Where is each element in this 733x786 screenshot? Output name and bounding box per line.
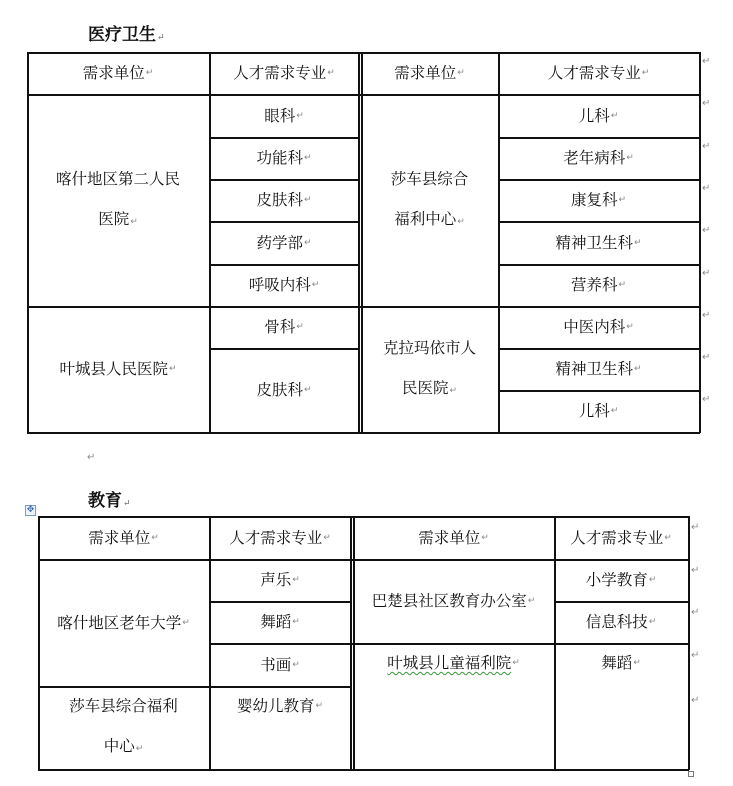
major-cell: 舞蹈 ↵ bbox=[260, 613, 300, 631]
paragraph-mark: ↵ bbox=[87, 452, 96, 463]
major-cell: 声乐 ↵ bbox=[260, 571, 300, 589]
major-cell: 儿科 ↵ bbox=[578, 402, 619, 420]
major-cell: 皮肤科 ↵ bbox=[256, 191, 312, 209]
major-cell: 中医内科 ↵ bbox=[563, 318, 634, 336]
major-cell: 精神卫生科 ↵ bbox=[555, 360, 642, 378]
unit-cell: 莎车县综合 福利中心↵ bbox=[390, 169, 469, 228]
major-cell: 儿科 ↵ bbox=[578, 106, 619, 125]
major-cell: 药学部 ↵ bbox=[256, 233, 312, 252]
major-cell: 老年病科 ↵ bbox=[563, 149, 634, 167]
header-major: 人才需求专业 ↵ bbox=[547, 64, 650, 82]
major-cell: 书画 ↵ bbox=[260, 655, 300, 674]
unit-cell: 克拉玛依市人 民医院↵ bbox=[382, 338, 476, 397]
unit-cell: 叶城县儿童福利院 ↵ bbox=[387, 654, 520, 672]
unit-cell: 巴楚县社区教育办公室 ↵ bbox=[371, 592, 536, 610]
major-cell: 呼吸内科 ↵ bbox=[248, 276, 320, 294]
major-cell: 眼科 ↵ bbox=[264, 106, 304, 125]
major-cell: 精神卫生科 ↵ bbox=[555, 233, 642, 252]
section-title-medical: 医疗卫生↵ bbox=[88, 25, 165, 45]
major-cell: 营养科 ↵ bbox=[570, 276, 627, 294]
major-cell: 婴幼儿教育 ↵ bbox=[236, 697, 324, 715]
major-cell: 小学教育 ↵ bbox=[585, 571, 657, 589]
major-cell: 皮肤科 ↵ bbox=[256, 381, 312, 399]
header-unit: 需求单位 ↵ bbox=[82, 64, 154, 82]
table-resize-handle-icon[interactable] bbox=[688, 771, 694, 777]
header-major: 人才需求专业 ↵ bbox=[570, 528, 672, 547]
table-move-handle-icon[interactable]: ✥ bbox=[26, 505, 35, 515]
unit-cell: 莎车县综合福利 中心↵ bbox=[69, 697, 178, 755]
header-major: 人才需求专业 ↵ bbox=[233, 64, 335, 82]
major-cell: 骨科 ↵ bbox=[264, 318, 304, 336]
major-cell: 功能科 ↵ bbox=[256, 149, 312, 167]
major-cell: 信息科技 ↵ bbox=[585, 613, 657, 631]
unit-cell: 喀什地区老年大学 ↵ bbox=[57, 613, 190, 632]
major-cell: 舞蹈 ↵ bbox=[601, 654, 641, 672]
unit-cell: 叶城县人民医院 ↵ bbox=[59, 360, 177, 378]
header-unit: 需求单位 ↵ bbox=[394, 64, 465, 82]
header-major: 人才需求专业 ↵ bbox=[229, 528, 331, 547]
unit-cell: 喀什地区第二人民 医院↵ bbox=[55, 169, 180, 228]
header-unit: 需求单位 ↵ bbox=[88, 528, 159, 547]
section-title-education: 教育↵ bbox=[88, 491, 131, 511]
major-cell: 康复科 ↵ bbox=[570, 191, 627, 209]
header-unit: 需求单位 ↵ bbox=[418, 528, 489, 547]
